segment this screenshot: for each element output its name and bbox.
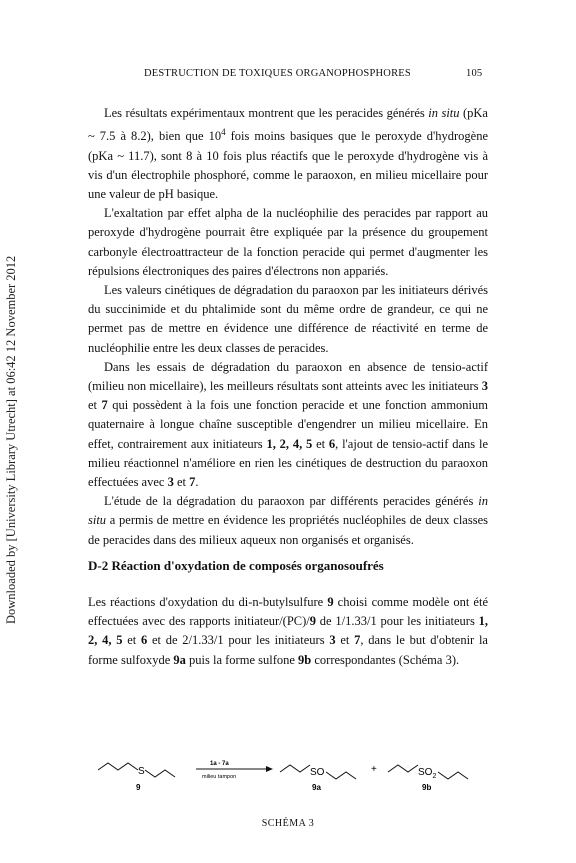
sulfoxide-structure: [280, 765, 310, 772]
sulfoxide-label: SO: [310, 767, 325, 778]
scheme-caption: SCHÉMA 3: [261, 818, 315, 829]
page-number: 105: [466, 68, 483, 79]
arrow-head-icon: [266, 766, 273, 772]
sulfoxide-structure-right: [326, 772, 356, 779]
section-heading: D-2 Réaction d'oxydation de composés organosoufrés: [88, 558, 384, 573]
arrow-reagent-label: 1a - 7a: [210, 761, 229, 767]
section-text: [88, 593, 488, 670]
compound-9a-label: 9a: [312, 783, 321, 792]
paragraph-5: L'étude de la dégradation du paraoxon par différents peracides générés in situ a permis de mettre en évidence les propriétés nucléophiles de deux classes de peracides dans des milieux aqueux non organisés et organisés.: [88, 494, 488, 547]
dibutyl-sulfide-structure-right: [145, 770, 175, 777]
dibutyl-sulfide-structure: [98, 763, 138, 770]
running-title: DESTRUCTION DE TOXIQUES ORGANOPHOSPHORES: [144, 68, 411, 79]
paragraph-6: Les réactions d'oxydation du di-n-butylsulfure 9 choisi comme modèle ont été effectuées avec des rapports initiateur/(PC)/9 de 1/1.33/1 pour les initiateurs 1, 2, 4, 5 et 6 et de 2/1.33/1 pour les initiateurs 3 et 7, dans le but d'obtenir la forme sulfoxyde 9a puis la forme sulfone 9b correspondantes (Schéma 3).: [88, 595, 488, 667]
sulfone-structure: [388, 765, 418, 772]
compound-9b-label: 9b: [422, 783, 432, 792]
paragraph-4: Dans les essais de dégradation du paraoxon en absence de tensio-actif (milieu non micellaire), les meilleurs résultats sont atteints avec les initiateurs 3 et 7 qui possèdent à la fois une fonction peracide et une fonction ammonium quaternaire à longue chaîne susceptible d'engendrer un milieu micellaire. En effet, contrairement aux initiateurs 1, 2, 4, 5 et 6, l'ajout de tensio-actif dans le milieu réactionnel n'améliore en rien les cinétiques de destruction du paraoxon effectuées avec 3 et 7.: [88, 359, 488, 490]
sulfone-label: $SO_2$: [418, 767, 437, 780]
main-text: [88, 104, 488, 550]
compound-9-label: 9: [136, 783, 141, 792]
paragraph-3: Les valeurs cinétiques de dégradation du paraoxon par les initiateurs dérivés du succinimide et du phtalimide sont du même ordre de grandeur, ce qui ne permet pas de mettre en évidence une différence de réactivité en terme de nucléophilie entre les deux classes de peracides.: [88, 282, 488, 355]
paragraph-1: Les résultats expérimentaux montrent que les peracides générés in situ (pKa ~ 7.5 à 8.2), bien que $10^4$ fois moins basiques que le peroxyde d'hydrogène (pKa ~ 11.7), sont 8 à 10 fois plus réactifs que le peroxyde d'hydrogène vis à vis d'un électrophile phosphoré, comme le paraoxon, en milieu micellaire pour une valeur de pH basique.: [88, 106, 488, 201]
download-watermark: Downloaded by [University Library Utrecht] at 06:42 12 November 2012: [4, 255, 18, 624]
reaction-scheme: [88, 752, 488, 812]
sulfur-label: S: [138, 766, 145, 777]
sulfone-structure-right: [438, 772, 468, 779]
arrow-condition-label: milieu tampon: [202, 774, 237, 780]
paragraph-2: L'exaltation par effet alpha de la nucléophilie des peracides par rapport au peroxyde d'hydrogène pourrait être expliquée par la présence du groupement carbonyle électroattracteur de la fonction peracide qui permet d'augmenter les répulsions électroniques des paires d'électrons non appariés.: [88, 206, 488, 278]
plus-sign: +: [371, 764, 377, 775]
